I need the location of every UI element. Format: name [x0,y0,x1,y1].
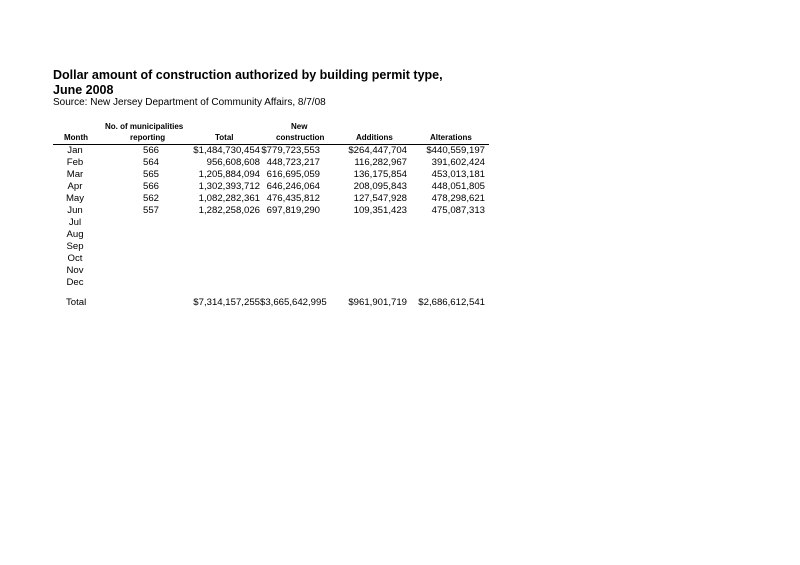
totals-additions: $961,901,719 [348,297,407,308]
totals-new-construction: $3,665,642,995 [260,297,327,308]
municipalities-cell: 566 [142,145,159,156]
municipalities-cell: 564 [142,157,159,168]
additions-cell: 136,175,854 [353,169,407,180]
additions-cell: 116,282,967 [354,157,407,168]
header-new-line2: construction [276,133,325,142]
source-note: Source: New Jersey Department of Community Affairs, 8/7/08 [53,97,326,108]
municipalities-cell: 562 [142,193,159,204]
month-cell: Jun [67,205,83,216]
total-cell: 1,082,282,361 [198,193,260,204]
new-construction-cell: 697,819,290 [266,205,320,216]
header-municipalities-line1: No. of municipalities [105,122,184,131]
totals-alterations: $2,686,612,541 [418,297,485,308]
alterations-cell: 448,051,805 [431,181,485,192]
alterations-cell: 391,602,424 [431,157,485,168]
municipalities-cell: 565 [142,169,159,180]
header-additions: Additions [356,133,393,142]
header-municipalities-line2: reporting [130,133,166,142]
alterations-cell: 478,298,621 [431,193,485,204]
month-cell: Nov [66,265,84,276]
new-construction-cell: $779,723,553 [261,145,320,156]
month-cell: Aug [66,229,84,240]
title-line-2: June 2008 [53,83,114,97]
additions-cell: 127,547,928 [353,193,407,204]
municipalities-cell: 557 [142,205,159,216]
total-cell: 1,282,258,026 [198,205,260,216]
total-cell: 956,608,608 [206,157,260,168]
month-cell: Sep [66,241,84,252]
additions-cell: 109,351,423 [353,205,407,216]
month-cell: Mar [66,169,84,180]
new-construction-cell: 476,435,812 [266,193,320,204]
total-cell: 1,205,884,094 [198,169,260,180]
new-construction-cell: 448,723,217 [266,157,320,168]
totals-total: $7,314,157,255 [193,297,260,308]
month-cell: Jan [67,145,83,156]
totals-label: Total [66,297,87,308]
title-line-1: Dollar amount of construction authorized by building permit type, [53,68,443,82]
month-cell: Dec [66,277,84,288]
municipalities-cell: 566 [142,181,159,192]
report-title [53,68,443,98]
total-cell: 1,302,393,712 [198,181,260,192]
month-cell: May [65,193,85,204]
alterations-cell: 453,013,181 [431,169,485,180]
alterations-cell: 475,087,313 [431,205,485,216]
header-new-line1: New [291,122,308,131]
additions-cell: 208,095,843 [353,181,407,192]
total-cell: $1,484,730,454 [193,145,260,156]
alterations-cell: $440,559,197 [426,145,485,156]
header-month: Month [64,133,88,142]
additions-cell: $264,447,704 [348,145,407,156]
month-cell: Apr [67,181,83,192]
header-alterations: Alterations [430,133,472,142]
new-construction-cell: 616,695,059 [266,169,320,180]
new-construction-cell: 646,246,064 [266,181,320,192]
month-cell: Feb [66,157,84,168]
month-cell: Oct [67,253,83,264]
header-total: Total [215,133,234,142]
month-cell: Jul [68,217,82,228]
